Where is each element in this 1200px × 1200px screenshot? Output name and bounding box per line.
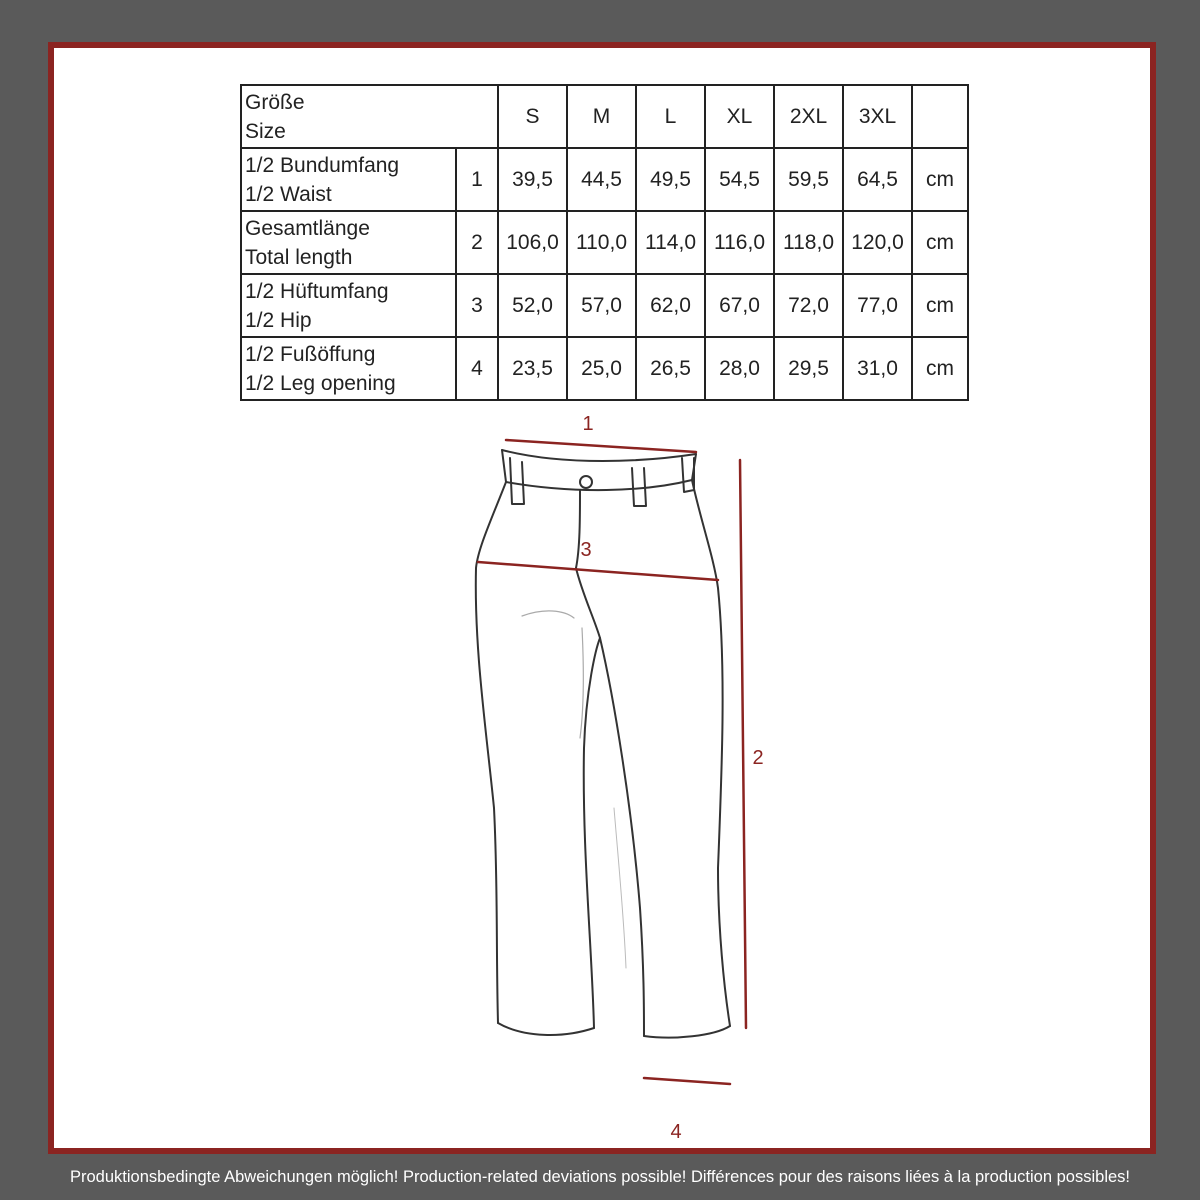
trousers-diagram <box>54 48 1150 1148</box>
table-cell: 120,0 <box>843 211 912 274</box>
table-cell: 77,0 <box>843 274 912 337</box>
waist-measure-line <box>506 440 696 452</box>
table-cell: 39,5 <box>498 148 567 211</box>
table-cell: 110,0 <box>567 211 636 274</box>
row-number: 1 <box>456 148 498 211</box>
table-cell: 26,5 <box>636 337 705 400</box>
hip-measure-line <box>478 562 718 580</box>
size-header-label-de: Größe <box>245 90 305 114</box>
row-label-de: 1/2 Fußöffung <box>245 342 376 366</box>
disclaimer-footer: Produktionsbedingte Abweichungen möglich! Production-related deviations possible! Différences pour des raisons liées à la production possibles! <box>70 1167 1130 1186</box>
marker-waist: 1 <box>582 413 594 435</box>
marker-leg-opening: 4 <box>670 1121 682 1143</box>
table-cell: 116,0 <box>705 211 774 274</box>
size-s: S <box>498 85 567 148</box>
size-2xl: 2XL <box>774 85 843 148</box>
row-number: 2 <box>456 211 498 274</box>
table-cell: 23,5 <box>498 337 567 400</box>
row-label-de: Gesamtlänge <box>245 216 370 240</box>
table-cell: 67,0 <box>705 274 774 337</box>
table-cell: 62,0 <box>636 274 705 337</box>
table-cell: 106,0 <box>498 211 567 274</box>
size-3xl: 3XL <box>843 85 912 148</box>
size-xl: XL <box>705 85 774 148</box>
table-cell: 49,5 <box>636 148 705 211</box>
row-number: 4 <box>456 337 498 400</box>
size-header-label-en: Size <box>245 119 286 143</box>
table-cell: 31,0 <box>843 337 912 400</box>
unit-cell: cm <box>912 337 968 400</box>
row-label-de: 1/2 Bundumfang <box>245 153 400 177</box>
table-cell: 118,0 <box>774 211 843 274</box>
table-cell: 25,0 <box>567 337 636 400</box>
row-label-en: 1/2 Leg opening <box>245 371 396 395</box>
table-cell: 52,0 <box>498 274 567 337</box>
unit-cell: cm <box>912 148 968 211</box>
leg-opening-measure-line <box>644 1078 730 1084</box>
table-cell: 64,5 <box>843 148 912 211</box>
size-m: M <box>567 85 636 148</box>
length-measure-line <box>740 460 746 1028</box>
marker-hip: 3 <box>580 539 592 561</box>
row-label-en: 1/2 Waist <box>245 182 332 206</box>
row-label-en: Total length <box>245 245 353 269</box>
table-cell: 44,5 <box>567 148 636 211</box>
table-cell: 59,5 <box>774 148 843 211</box>
table-cell: 57,0 <box>567 274 636 337</box>
row-label-en: 1/2 Hip <box>245 308 312 332</box>
row-number: 3 <box>456 274 498 337</box>
table-cell: 28,0 <box>705 337 774 400</box>
unit-cell: cm <box>912 211 968 274</box>
table-cell: 54,5 <box>705 148 774 211</box>
table-cell: 72,0 <box>774 274 843 337</box>
unit-cell: cm <box>912 274 968 337</box>
table-cell: 114,0 <box>636 211 705 274</box>
size-chart-panel <box>48 42 1156 1154</box>
size-l: L <box>636 85 705 148</box>
trousers-outline <box>476 450 730 1038</box>
marker-length: 2 <box>752 747 764 769</box>
table-cell: 29,5 <box>774 337 843 400</box>
row-label-de: 1/2 Hüftumfang <box>245 279 389 303</box>
